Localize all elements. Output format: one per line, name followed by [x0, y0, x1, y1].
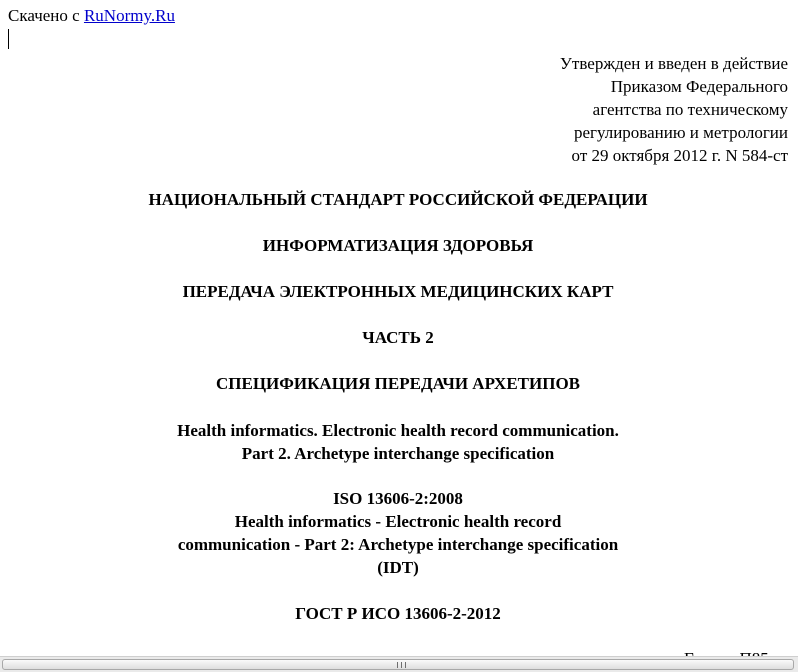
title-en-line-2: Part 2. Archetype interchange specification: [241, 444, 555, 463]
title-en-line-1: Health informatics. Electronic health record communication.: [177, 421, 619, 440]
source-line: [8, 6, 175, 26]
approval-line-4: регулированию и метрологии: [573, 123, 788, 142]
title-ru-2: ПЕРЕДАЧА ЭЛЕКТРОННЫХ МЕДИЦИНСКИХ КАРТ: [182, 282, 614, 301]
gost-number: ГОСТ Р ИСО 13606-2-2012: [295, 604, 501, 623]
iso-number: ISO 13606-2:2008: [333, 489, 463, 508]
approval-line-3: агентства по техническому: [592, 100, 788, 119]
title-en: [0, 419, 796, 465]
iso-title-line-1: Health informatics - Electronic health record: [234, 512, 562, 531]
iso-reference: [0, 487, 796, 579]
text-cursor: [8, 29, 9, 49]
title-ru-3: СПЕЦИФИКАЦИЯ ПЕРЕДАЧИ АРХЕТИПОВ: [215, 374, 581, 393]
scrollbar-grip-icon: [397, 662, 406, 668]
standard-type-heading: НАЦИОНАЛЬНЫЙ СТАНДАРТ РОССИЙСКОЙ ФЕДЕРАЦИИ: [148, 190, 648, 209]
source-link[interactable]: RuNormy.Ru: [83, 6, 175, 25]
approval-line-5: от 29 октября 2012 г. N 584-ст: [571, 146, 788, 165]
approval-line-1: Утвержден и введен в действие: [559, 54, 788, 73]
source-prefix: Скачено с: [8, 6, 80, 25]
iso-title-line-3: (IDT): [377, 558, 419, 577]
approval-line-2: Приказом Федерального: [610, 77, 788, 96]
part-heading: ЧАСТЬ 2: [362, 328, 434, 347]
approval-block: [560, 52, 788, 167]
iso-title-line-2: communication - Part 2: Archetype interchange specification: [177, 535, 619, 554]
horizontal-scrollbar[interactable]: [0, 656, 798, 672]
title-ru-1: ИНФОРМАТИЗАЦИЯ ЗДОРОВЬЯ: [262, 236, 534, 255]
scrollbar-thumb[interactable]: [2, 659, 794, 670]
